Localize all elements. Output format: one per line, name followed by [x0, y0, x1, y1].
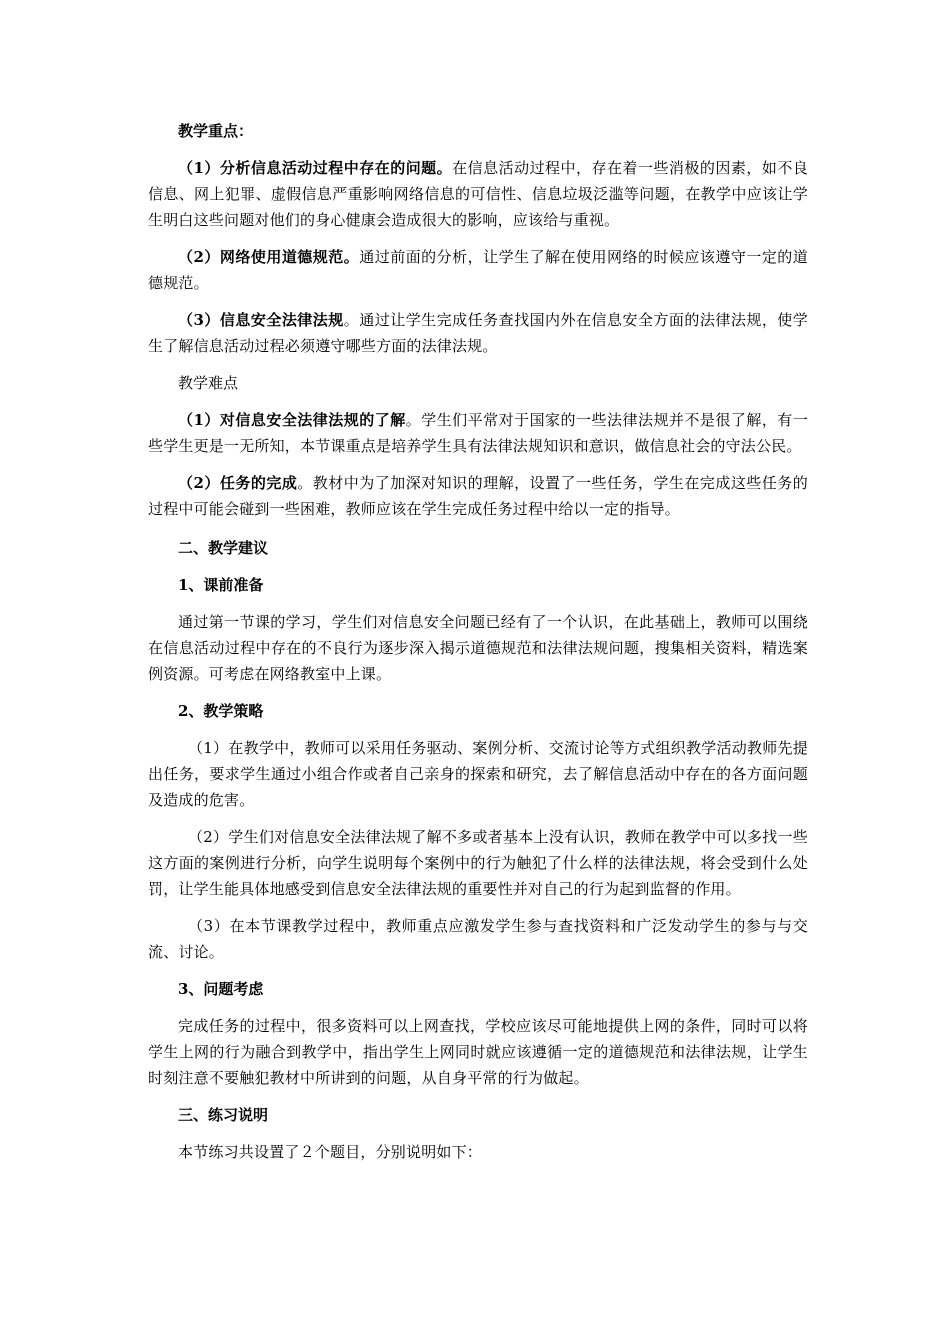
- strategy-1: （1）在教学中，教师可以采用任务驱动、案例分析、交流讨论等方式组织教学活动教师先提出任务，要求学生通过小组合作或者自己亲身的探索和研究，去了解信息活动中存在的各方面问题及造成的危害。: [148, 739, 808, 809]
- difficulty-1-body: 。学生们平常对于国家的一些法律法规并不是很了解，有一些学生更是一无所知，本节课重点是培养学生具有法律法规知识和意识，做信息社会的守法公民。: [148, 411, 808, 455]
- key-points-heading: 教学重点：: [178, 122, 254, 140]
- key-point-3: [148, 307, 808, 359]
- difficulty-2-body: 。教材中为了加深对知识的理解，设置了一些任务，学生在完成这些任务的过程中可能会碰到一些困难，教师应该在学生完成任务过程中给以一定的指导。: [148, 474, 808, 518]
- section-3-body: 本节练习共设置了２个题目，分别说明如下：: [178, 1143, 483, 1161]
- key-point-2-lead: （2）网络使用道德规范。: [178, 248, 360, 266]
- difficulty-2: [148, 470, 808, 522]
- key-point-2: [148, 244, 808, 296]
- strategy-2: （2）学生们对信息安全法律法规了解不多或者基本上没有认识，教师在教学中可以多找一些这方面的案例进行分析，向学生说明每个案例中的行为触犯了什么样的法律法规，将会受到什么处罚，让学生能具体地感受到信息安全法律法规的重要性并对自己的行为起到监督的作用。: [148, 828, 808, 898]
- strategy-3: （3）在本节课教学过程中，教师重点应激发学生参与查找资料和广泛发动学生的参与与交流、讨论。: [148, 917, 808, 961]
- subsection-3-body: 完成任务的过程中，很多资料可以上网查找，学校应该尽可能地提供上网的条件，同时可以将学生上网的行为融合到教学中，指出学生上网同时就应该遵循一定的道德规范和法律法规，让学生时刻注意不要触犯教材中所讲到的问题，从自身平常的行为做起。: [148, 1017, 808, 1087]
- difficulty-1-lead: （1）对信息安全法律法规的了解: [178, 411, 406, 429]
- section-3-heading: 三、练习说明: [178, 1106, 269, 1124]
- document-page: [148, 118, 808, 1165]
- key-point-2-body: 通过前面的分析，让学生了解在使用网络的时候应该遵守一定的道德规范。: [148, 248, 808, 292]
- difficulties-heading: 教学难点: [178, 374, 239, 392]
- subsection-1-heading: 1、课前准备: [178, 576, 264, 594]
- key-point-1-lead: （1）分析信息活动过程中存在的问题。: [178, 159, 453, 177]
- key-point-1: [148, 155, 808, 233]
- key-point-1-body: 在信息活动过程中，存在着一些消极的因素，如不良信息、网上犯罪、虚假信息严重影响网络信息的可信性、信息垃圾泛滥等问题，在教学中应该让学生明白这些问题对他们的身心健康会造成很大的影响，应该给与重视。: [148, 159, 808, 229]
- subsection-1-body: 通过第一节课的学习，学生们对信息安全问题已经有了一个认识，在此基础上，教师可以围绕在信息活动过程中存在的不良行为逐步深入揭示道德规范和法律法规问题，搜集相关资料，精选案例资源。可考虑在网络教室中上课。: [148, 613, 808, 683]
- key-point-3-lead: （3）信息安全法律法规: [178, 311, 344, 329]
- section-2-heading: 二、教学建议: [178, 539, 269, 557]
- difficulty-1: [148, 407, 808, 459]
- subsection-2-heading: 2、教学策略: [178, 702, 264, 720]
- difficulty-2-lead: （2）任务的完成: [178, 474, 298, 492]
- key-point-3-body: 。通过让学生完成任务查找国内外在信息安全方面的法律法规，使学生了解信息活动过程必须遵守哪些方面的法律法规。: [148, 311, 808, 355]
- subsection-3-heading: 3、问题考虑: [178, 980, 264, 998]
